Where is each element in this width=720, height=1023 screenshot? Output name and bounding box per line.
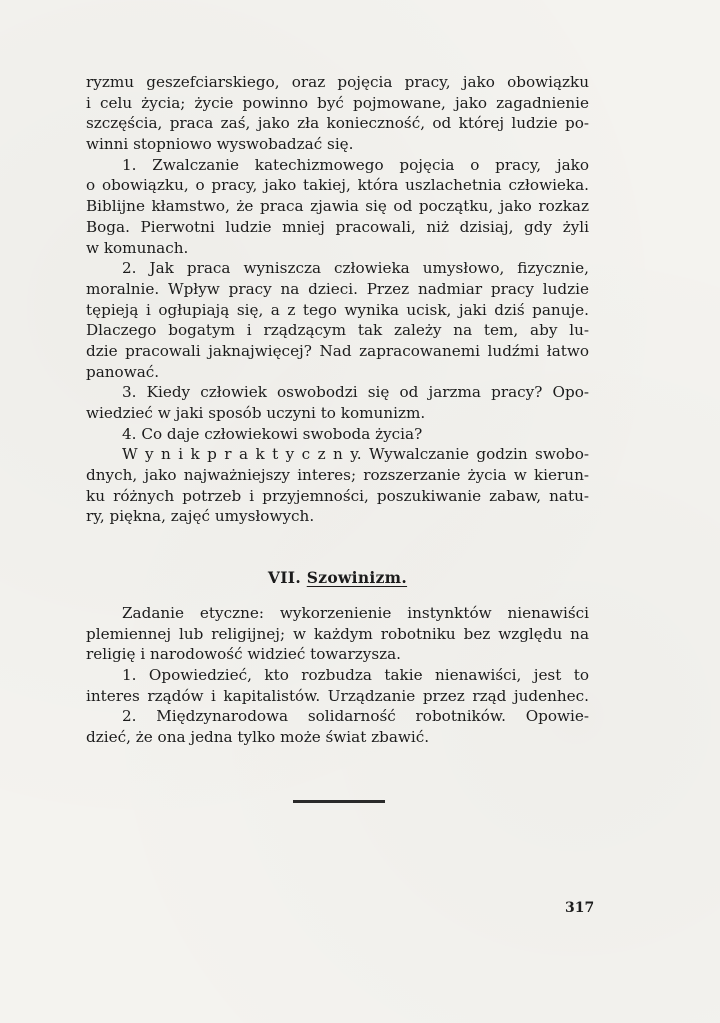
text-line: 1. Opowiedzieć, kto rozbudza takie nienawiści, jest to: [122, 666, 589, 685]
text-line: dzie pracowali jaknajwięcej? Nad zapracowanemi ludźmi łatwo: [86, 341, 589, 360]
text-line: 4. Co daje człowiekowi swoboda życia?: [122, 424, 423, 443]
text-line: o obowiązku, o pracy, jako takiej, która uszlachetnia człowieka.: [86, 176, 589, 195]
text-line: Zadanie etyczne: wykorzenienie instynktów nienawiści: [122, 604, 589, 622]
text-line: moralnie. Wpływ pracy na dzieci. Przez nadmiar pracy ludzie: [86, 279, 589, 298]
text-line: 2. Międzynarodowa solidarność robotników. Opowie-: [122, 707, 589, 726]
text-line: plemiennej lub religijnej; w każdym robotniku bez względu na: [86, 624, 589, 643]
text-line: szczęścia, praca zaś, jako zła konieczność, od której ludzie po-: [86, 114, 589, 133]
text-line: 1. Zwalczanie katechizmowego pojęcia o pracy, jako: [122, 155, 589, 174]
text-line: panować.: [86, 362, 160, 381]
text-line: interes rządów i kapitalistów. Urządzanie przez rząd judenhec.: [86, 686, 589, 705]
text-line: 3. Kiedy człowiek oswobodzi się od jarzma pracy? Opo-: [122, 383, 589, 402]
text-line: Dlaczego bogatym i rządzącym tak zależy na tem, aby lu-: [86, 321, 589, 340]
text-line: ryzmu geszefciarskiego, oraz pojęcia pracy, jako obowiązku: [86, 73, 589, 91]
body-text-bottom: [86, 603, 589, 748]
text-line: Boga. Pierwotni ludzie mniej pracowali, niż dzisiaj, gdy żyli: [86, 217, 589, 236]
closing-rule: [293, 800, 385, 803]
text-line: tępieją i ogłupiają się, a z tego wynika ucisk, jaki dziś panuje.: [86, 300, 589, 319]
text-line: religię i narodowość widzieć towarzysza.: [86, 645, 401, 664]
text-line: 2. Jak praca wyniszcza człowieka umysłowo, fizycznie,: [122, 259, 589, 278]
text-line: winni stopniowo wyswobadzać się.: [86, 135, 354, 154]
section-number: VII.: [267, 568, 302, 587]
page-number: 317: [565, 900, 595, 916]
text-line: w komunach.: [86, 238, 189, 257]
text-line: dnych, jako najważniejszy interes; rozszerzanie życia w kierun-: [86, 466, 589, 485]
text-line: ku różnych potrzeb i przyjemności, poszukiwanie zabaw, natu-: [86, 486, 589, 505]
section-heading: [86, 568, 589, 587]
text-line: wiedzieć w jaki sposób uczyni to komunizm.: [86, 404, 426, 422]
text-line: dzieć, że ona jedna tylko może świat zbawić.: [86, 728, 430, 747]
text-line: W y n i k p r a k t y c z n y. Wywalczanie godzin swobo-: [122, 445, 589, 464]
body-text-top: [86, 72, 589, 527]
text-line: ry, piękna, zajęć umysłowych.: [86, 507, 315, 526]
text-line: Biblijne kłamstwo, że praca zjawia się od początku, jako rozkaz: [86, 197, 589, 216]
section-title: Szowinizm.: [306, 568, 408, 587]
text-line: i celu życia; życie powinno być pojmowane, jako zagadnienie: [86, 93, 589, 112]
